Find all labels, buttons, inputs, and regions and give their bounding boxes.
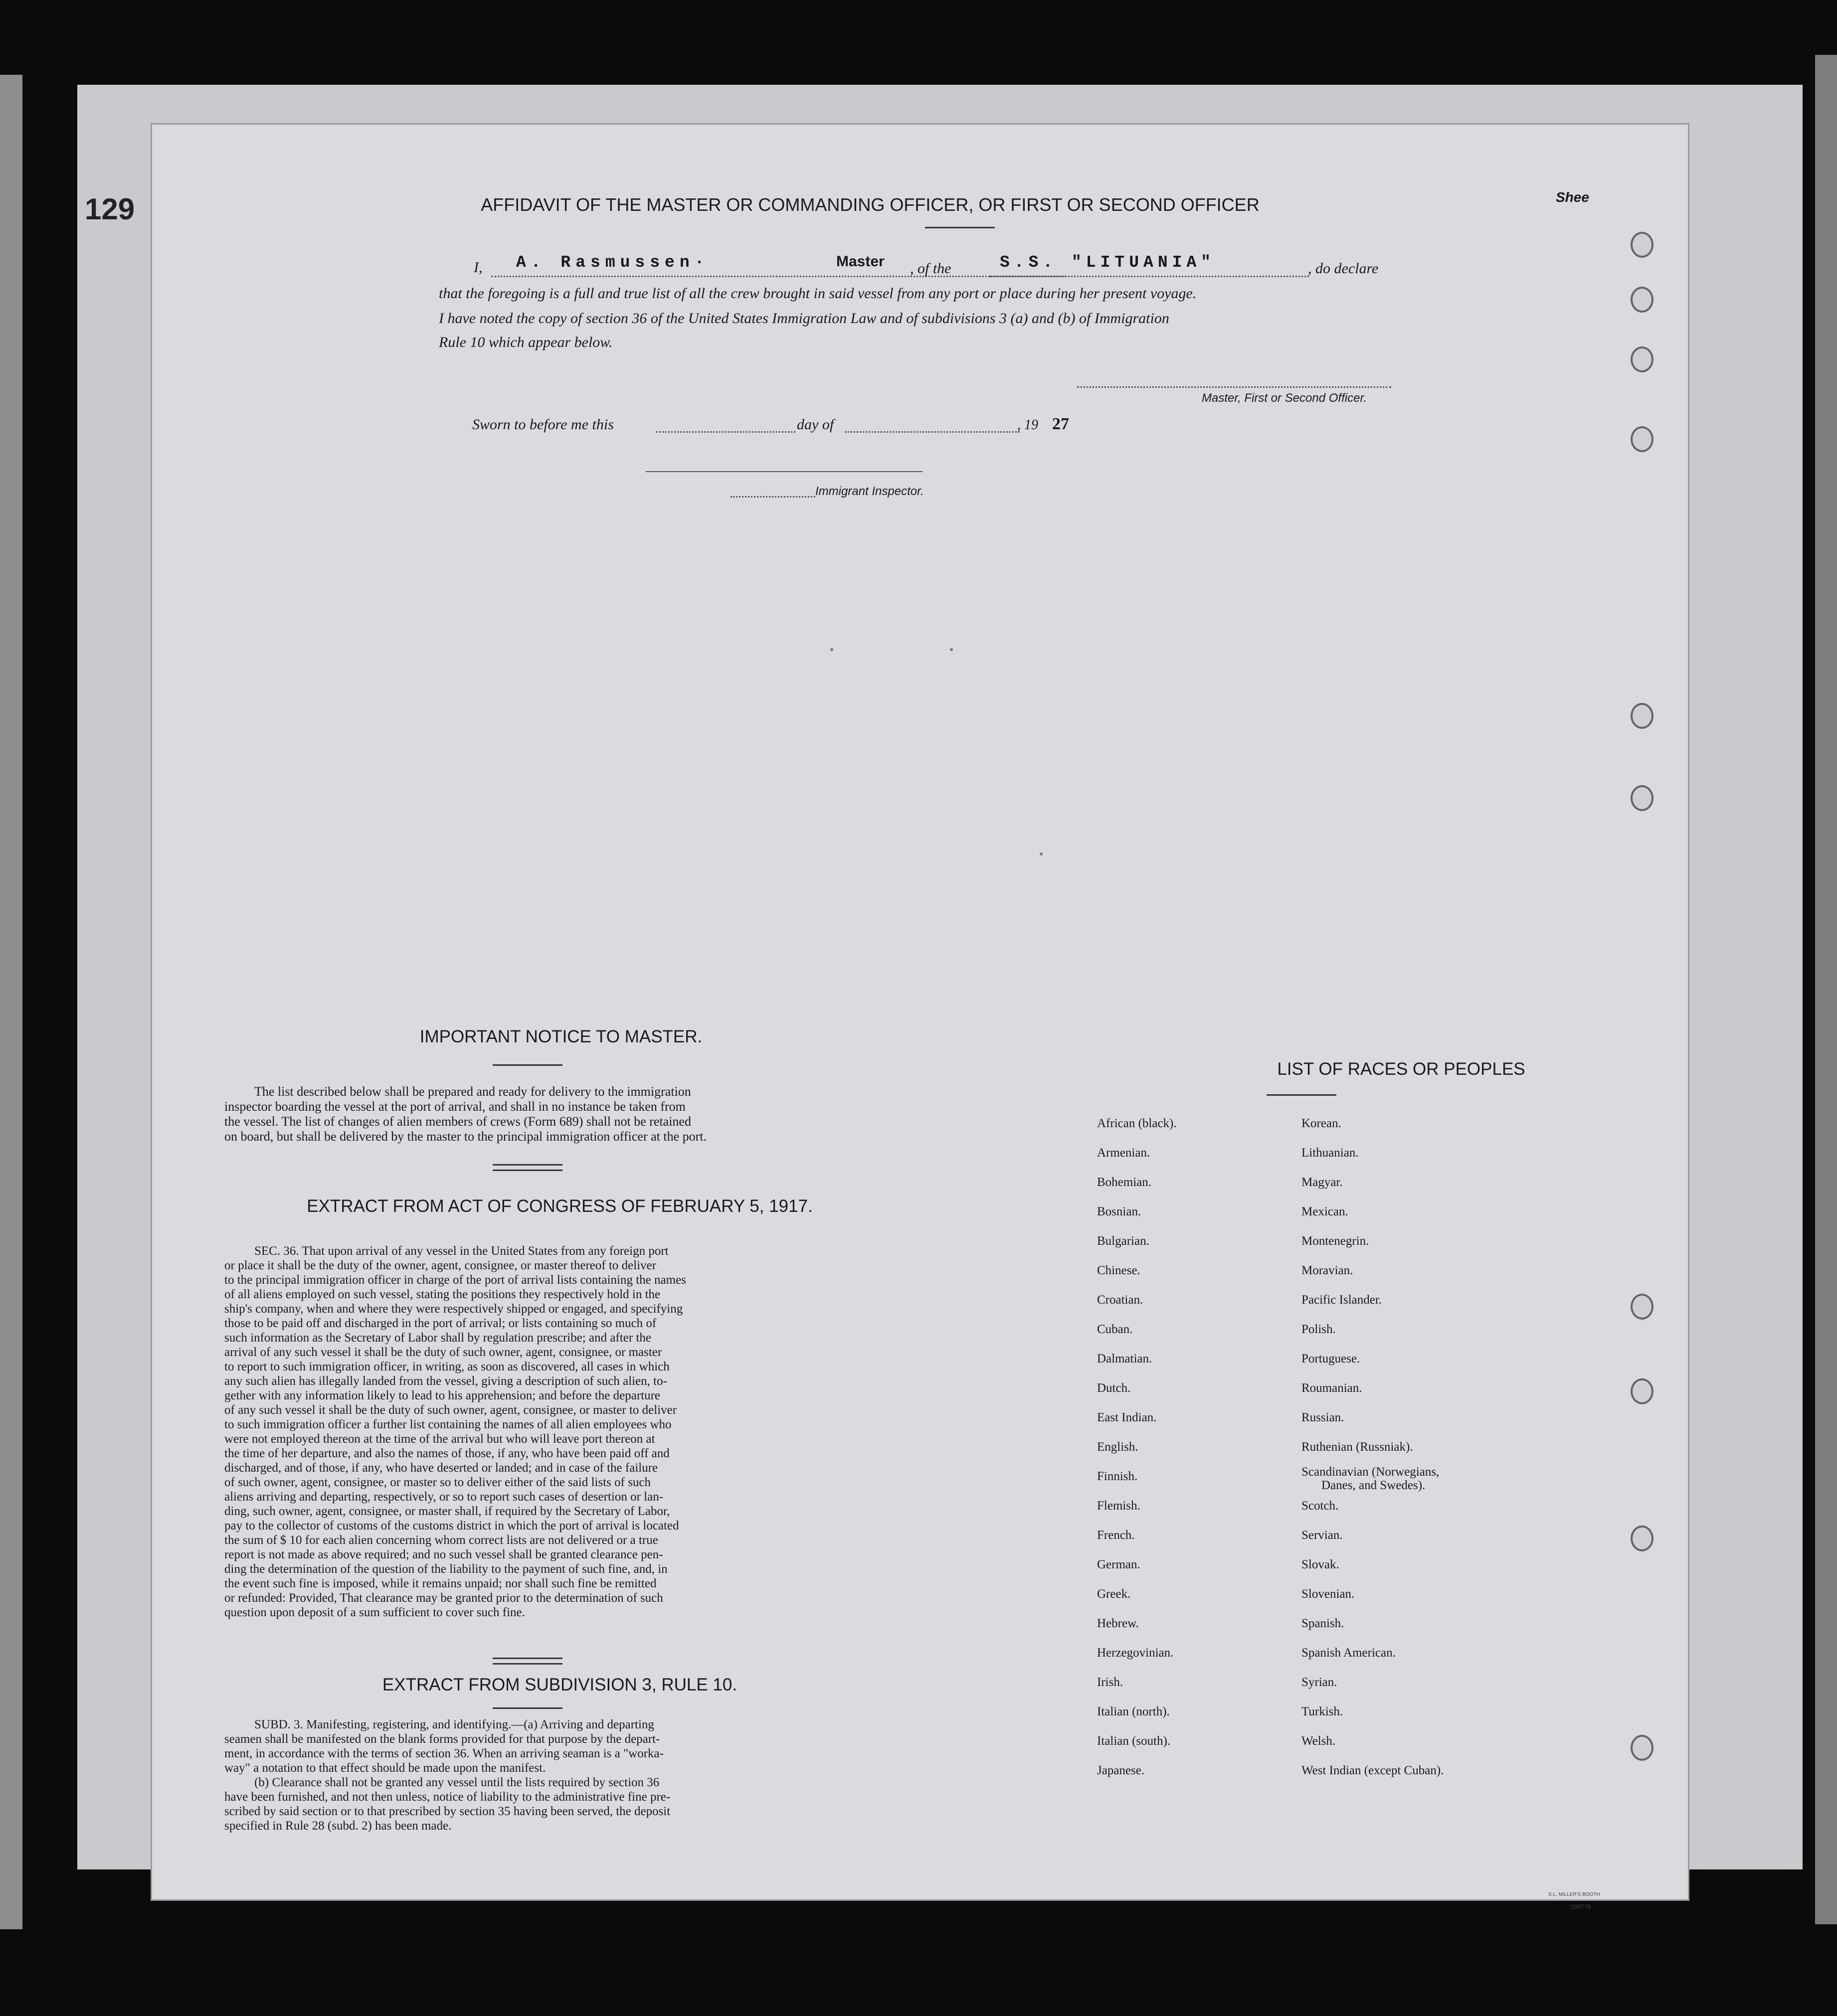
inspector-caption: Immigrant Inspector. bbox=[815, 485, 924, 498]
race-item: Scotch. bbox=[1301, 1499, 1339, 1512]
sworn-year-suffix: 27 bbox=[1052, 415, 1069, 433]
act-line: gether with any information likely to lead to his apprehension; and before the departure bbox=[224, 1389, 661, 1402]
race-item: Irish. bbox=[1097, 1676, 1123, 1689]
notice-line: inspector boarding the vessel at the port of arrival, and shall in no instance be taken from bbox=[224, 1099, 686, 1114]
act-line: pay to the collector of customs of the customs district in which the port of arrival is located bbox=[224, 1519, 679, 1532]
punch-hole bbox=[1631, 346, 1653, 372]
race-item: Dutch. bbox=[1097, 1381, 1131, 1395]
sworn-label: Sworn to before me this bbox=[472, 416, 614, 433]
printer-mark-line-1: S.L. MILLER'S BOOTH bbox=[1548, 1892, 1600, 1897]
extract-rule-title: EXTRACT FROM SUBDIVISION 3, RULE 10. bbox=[382, 1675, 737, 1694]
act-line: ding the determination of the question of the liability to the payment of such fine, and, in bbox=[224, 1562, 668, 1576]
race-item: Spanish American. bbox=[1301, 1646, 1396, 1660]
rule-line: scribed by said section or to that prescribed by section 35 having been served, the deposit bbox=[224, 1805, 671, 1818]
act-line: the sum of $ 10 for each alien concerning whom correct lists are not delivered or a true bbox=[224, 1533, 658, 1547]
races-title: LIST OF RACES OR PEOPLES bbox=[1277, 1059, 1525, 1079]
act-line: report is not made as above required; and no such vessel shall be granted clearance pen- bbox=[224, 1548, 663, 1561]
punch-hole bbox=[1631, 1525, 1653, 1551]
affidavit-do-declare: , do declare bbox=[1308, 260, 1379, 277]
act-line: those to be paid off and discharged in the port of arrival; or lists containing so much of bbox=[224, 1317, 657, 1330]
race-item: Dalmatian. bbox=[1097, 1352, 1152, 1365]
race-item: Cuban. bbox=[1097, 1323, 1133, 1336]
rule-line: have been furnished, and not then unless, notice of liability to the administrative fine pre- bbox=[224, 1790, 671, 1804]
extract-act-title: EXTRACT FROM ACT OF CONGRESS OF FEBRUARY 5, 1917. bbox=[307, 1196, 813, 1216]
punch-hole bbox=[1631, 287, 1653, 313]
race-item-continuation: Danes, and Swedes). bbox=[1321, 1479, 1426, 1492]
affidavit-rank: Master bbox=[836, 253, 885, 270]
punch-hole bbox=[1631, 785, 1653, 811]
punch-hole bbox=[1631, 426, 1653, 452]
signature-caption: Master, First or Second Officer. bbox=[1202, 391, 1367, 405]
extract-act-body bbox=[224, 1244, 895, 1620]
punch-hole bbox=[1631, 703, 1653, 729]
act-line: the event such fine is imposed, while it remains unpaid; nor shall such fine be remitted bbox=[224, 1577, 657, 1590]
race-item: Magyar. bbox=[1301, 1176, 1343, 1189]
act-line: to the principal immigration officer in charge of the port of arrival lists containing the names bbox=[224, 1273, 686, 1287]
rule-line: specified in Rule 28 (subd. 2) has been made. bbox=[224, 1819, 452, 1833]
rule-line: (b) Clearance shall not be granted any vessel until the lists required by section 36 bbox=[254, 1776, 660, 1789]
affidavit-line-2: that the foregoing is a full and true list of all the crew brought in said vessel from any port or place during her present voyage. bbox=[439, 285, 1197, 302]
race-item: Scandinavian (Norwegians, bbox=[1301, 1465, 1440, 1479]
act-line: of any such vessel it shall be the duty of such owner, agent, consignee, or master to deliver bbox=[224, 1403, 677, 1417]
affidavit-page bbox=[152, 125, 1688, 1899]
margin-stamp: 129 bbox=[85, 192, 135, 226]
act-line: or refunded: Provided, That clearance may be granted prior to the determination of such bbox=[224, 1591, 663, 1605]
race-item: East Indian. bbox=[1097, 1411, 1157, 1424]
race-item: African (black). bbox=[1097, 1117, 1177, 1130]
race-item: Welsh. bbox=[1301, 1734, 1336, 1748]
sheet-label: Shee bbox=[1556, 189, 1589, 205]
race-item: Servian. bbox=[1301, 1528, 1343, 1542]
race-item: Herzegovinian. bbox=[1097, 1646, 1174, 1660]
affidavit-line-4: Rule 10 which appear below. bbox=[439, 334, 613, 350]
race-item: Flemish. bbox=[1097, 1499, 1140, 1512]
printer-mark-line-2: 200778 bbox=[1571, 1903, 1591, 1910]
race-item: Moravian. bbox=[1301, 1264, 1353, 1277]
act-line: of all aliens employed on such vessel, stating the positions they respectively hold in the bbox=[224, 1288, 661, 1301]
race-item: Ruthenian (Russniak). bbox=[1301, 1440, 1413, 1454]
race-item: Portuguese. bbox=[1301, 1352, 1360, 1365]
race-item: Greek. bbox=[1097, 1587, 1131, 1601]
affidavit-master-name: A. Rasmussen· bbox=[516, 253, 710, 272]
race-item: Russian. bbox=[1301, 1411, 1344, 1424]
race-item: Croatian. bbox=[1097, 1293, 1143, 1307]
race-item: Slovenian. bbox=[1301, 1587, 1355, 1601]
race-item: Roumanian. bbox=[1301, 1381, 1362, 1395]
notice-title: IMPORTANT NOTICE TO MASTER. bbox=[419, 1027, 703, 1046]
rule-line: SUBD. 3. Manifesting, registering, and identifying.—(a) Arriving and departing bbox=[254, 1718, 654, 1731]
act-line: ship's company, when and where they were respectively shipped or engaged, and specifying bbox=[224, 1302, 683, 1316]
act-line: discharged, and of those, if any, who have deserted or landed; and in case of the failure bbox=[224, 1461, 658, 1475]
notice-line: The list described below shall be prepared and ready for delivery to the immigration bbox=[254, 1084, 691, 1099]
act-line: aliens arriving and departing, respectively, or so to report such cases of desertion or lan- bbox=[224, 1490, 664, 1504]
sworn-year-prefix: , 19 bbox=[1017, 417, 1038, 433]
act-line: the time of her departure, and also the names of those, if any, who have been paid off and bbox=[224, 1447, 670, 1460]
act-line: or place it shall be the duty of the owner, agent, consignee, or master thereof to deliver bbox=[224, 1259, 657, 1272]
race-item: Mexican. bbox=[1301, 1205, 1348, 1218]
race-item: Finnish. bbox=[1097, 1470, 1138, 1483]
punch-hole bbox=[1631, 1735, 1653, 1761]
race-item: Chinese. bbox=[1097, 1264, 1140, 1277]
affidavit-of-the: , of the bbox=[910, 260, 951, 277]
act-line: arrival of any such vessel it shall be the duty of such owner, agent, consignee, or master bbox=[224, 1345, 662, 1359]
extract-rule-body bbox=[224, 1717, 895, 1833]
race-item: West Indian (except Cuban). bbox=[1301, 1764, 1444, 1777]
race-item: Polish. bbox=[1301, 1323, 1336, 1336]
race-item: Armenian. bbox=[1097, 1146, 1150, 1160]
act-line: ding, such owner, agent, consignee, or master shall, if required by the Secretary of Labor, bbox=[224, 1505, 670, 1518]
rule-line: way" a notation to that effect should be made upon the manifest. bbox=[224, 1761, 546, 1775]
act-line: were not employed thereon at the time of the arrival but who will leave port thereon at bbox=[224, 1432, 655, 1446]
race-item: Pacific Islander. bbox=[1301, 1293, 1382, 1307]
act-line: of such owner, agent, consignee, or master so to deliver either of the said lists of such bbox=[224, 1476, 651, 1489]
act-line: SEC. 36. That upon arrival of any vessel in the United States from any foreign port bbox=[254, 1244, 669, 1258]
race-item: Lithuanian. bbox=[1301, 1146, 1359, 1160]
affidavit-vessel-name: S.S. "LITUANIA" bbox=[1000, 253, 1216, 272]
race-item: Bohemian. bbox=[1097, 1176, 1152, 1189]
race-item: Montenegrin. bbox=[1301, 1234, 1369, 1248]
film-edge-right bbox=[1815, 55, 1837, 1924]
race-item: Spanish. bbox=[1301, 1617, 1344, 1630]
race-item: Korean. bbox=[1301, 1117, 1341, 1130]
race-item: English. bbox=[1097, 1440, 1138, 1454]
notice-line: on board, but shall be delivered by the master to the principal immigration officer at the port. bbox=[224, 1129, 707, 1144]
race-item: Slovak. bbox=[1301, 1558, 1339, 1571]
notice-body bbox=[224, 1084, 895, 1144]
affidavit-title: AFFIDAVIT OF THE MASTER OR COMMANDING OFFICER, OR FIRST OR SECOND OFFICER bbox=[481, 194, 1260, 215]
act-line: any such alien has illegally landed from the vessel, giving a description of such alien, to- bbox=[224, 1374, 667, 1388]
film-edge-left bbox=[0, 75, 22, 1929]
punch-hole bbox=[1631, 1378, 1653, 1404]
act-line: to such immigration officer a further list containing the names of all alien employees who bbox=[224, 1418, 672, 1431]
race-item: Japanese. bbox=[1097, 1764, 1145, 1777]
race-item: Bulgarian. bbox=[1097, 1234, 1149, 1248]
race-item: Hebrew. bbox=[1097, 1617, 1139, 1630]
race-item: Italian (south). bbox=[1097, 1734, 1171, 1748]
act-line: to report to such immigration officer, in writing, as soon as discovered, all cases in which bbox=[224, 1360, 670, 1373]
race-item: German. bbox=[1097, 1558, 1140, 1571]
sworn-day-of: day of bbox=[797, 416, 834, 433]
punch-hole bbox=[1631, 1294, 1653, 1320]
affidavit-line-3: I have noted the copy of section 36 of the United States Immigration Law and of subdivisions 3 (a) and (b) of Immigration bbox=[439, 310, 1169, 327]
rule-line: ment, in accordance with the terms of section 36. When an arriving seaman is a "worka- bbox=[224, 1747, 664, 1760]
race-item: Syrian. bbox=[1301, 1676, 1337, 1689]
punch-hole bbox=[1631, 232, 1653, 258]
act-line: question upon deposit of a sum sufficient to cover such fine. bbox=[224, 1606, 525, 1619]
rule-line: seamen shall be manifested on the blank forms provided for that purpose by the depart- bbox=[224, 1732, 660, 1746]
act-line: such information as the Secretary of Labor shall by regulation prescribe; and after the bbox=[224, 1331, 651, 1344]
affidavit-i-label: I, bbox=[474, 259, 483, 276]
race-item: Italian (north). bbox=[1097, 1705, 1170, 1718]
race-item: French. bbox=[1097, 1528, 1135, 1542]
race-item: Turkish. bbox=[1301, 1705, 1343, 1718]
notice-line: the vessel. The list of changes of alien members of crews (Form 689) shall not be retained bbox=[224, 1114, 691, 1129]
race-item: Bosnian. bbox=[1097, 1205, 1141, 1218]
